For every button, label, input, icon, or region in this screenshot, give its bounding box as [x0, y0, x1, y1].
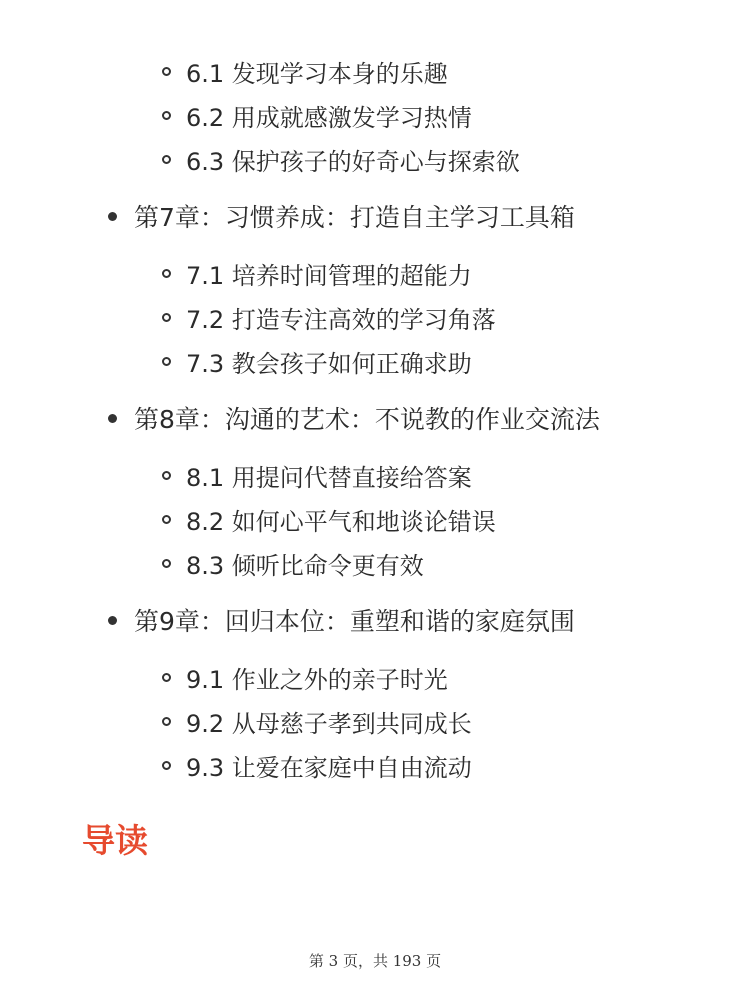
toc-chapter-title: 第9章：回归本位：重塑和谐的家庭氛围 [134, 607, 575, 636]
circle-bullet-icon [162, 357, 171, 366]
toc-item-label: 7.2 打造专注高效的学习角落 [186, 305, 496, 334]
toc-item-9-2 [162, 704, 472, 738]
toc-chapter-title: 第7章：习惯养成：打造自主学习工具箱 [134, 203, 575, 232]
toc-item-8-2 [162, 502, 496, 536]
circle-bullet-icon [162, 111, 171, 120]
toc-chapter-9 [108, 602, 575, 638]
toc-item-label: 7.1 培养时间管理的超能力 [186, 261, 472, 290]
circle-bullet-icon [162, 673, 171, 682]
circle-bullet-icon [162, 559, 171, 568]
toc-item-9-1 [162, 660, 448, 694]
circle-bullet-icon [162, 155, 171, 164]
circle-bullet-icon [162, 67, 171, 76]
circle-bullet-icon [162, 515, 171, 524]
toc-item-label: 9.1 作业之外的亲子时光 [186, 665, 448, 694]
circle-bullet-icon [162, 761, 171, 770]
toc-item-6-3 [162, 142, 520, 176]
toc-item-8-3 [162, 546, 424, 580]
disc-bullet-icon [108, 212, 117, 221]
section-heading: 导读 [82, 821, 148, 860]
toc-item-label: 8.3 倾听比命令更有效 [186, 551, 424, 580]
toc-item-label: 7.3 教会孩子如何正确求助 [186, 349, 472, 378]
toc-item-label: 6.1 发现学习本身的乐趣 [186, 59, 448, 88]
toc-item-6-2 [162, 98, 472, 132]
toc-item-label: 9.2 从母慈子孝到共同成长 [186, 709, 472, 738]
toc-chapter-7 [108, 198, 575, 234]
toc-item-6-1 [162, 54, 448, 88]
toc-item-label: 8.2 如何心平气和地谈论错误 [186, 507, 496, 536]
toc-chapter-8 [108, 400, 600, 436]
toc-item-label: 6.2 用成就感激发学习热情 [186, 103, 472, 132]
circle-bullet-icon [162, 717, 171, 726]
circle-bullet-icon [162, 269, 171, 278]
toc-item-7-3 [162, 344, 472, 378]
toc-item-label: 9.3 让爱在家庭中自由流动 [186, 753, 472, 782]
toc-item-8-1 [162, 458, 472, 492]
toc-item-label: 8.1 用提问代替直接给答案 [186, 463, 472, 492]
circle-bullet-icon [162, 313, 171, 322]
toc-item-9-3 [162, 748, 472, 782]
disc-bullet-icon [108, 616, 117, 625]
circle-bullet-icon [162, 471, 171, 480]
toc-item-7-1 [162, 256, 472, 290]
toc-item-7-2 [162, 300, 496, 334]
page-footer: 第 3 页，共 193 页 [308, 952, 442, 970]
disc-bullet-icon [108, 414, 117, 423]
toc-item-label: 6.3 保护孩子的好奇心与探索欲 [186, 147, 520, 176]
toc-chapter-title: 第8章：沟通的艺术：不说教的作业交流法 [134, 405, 600, 434]
